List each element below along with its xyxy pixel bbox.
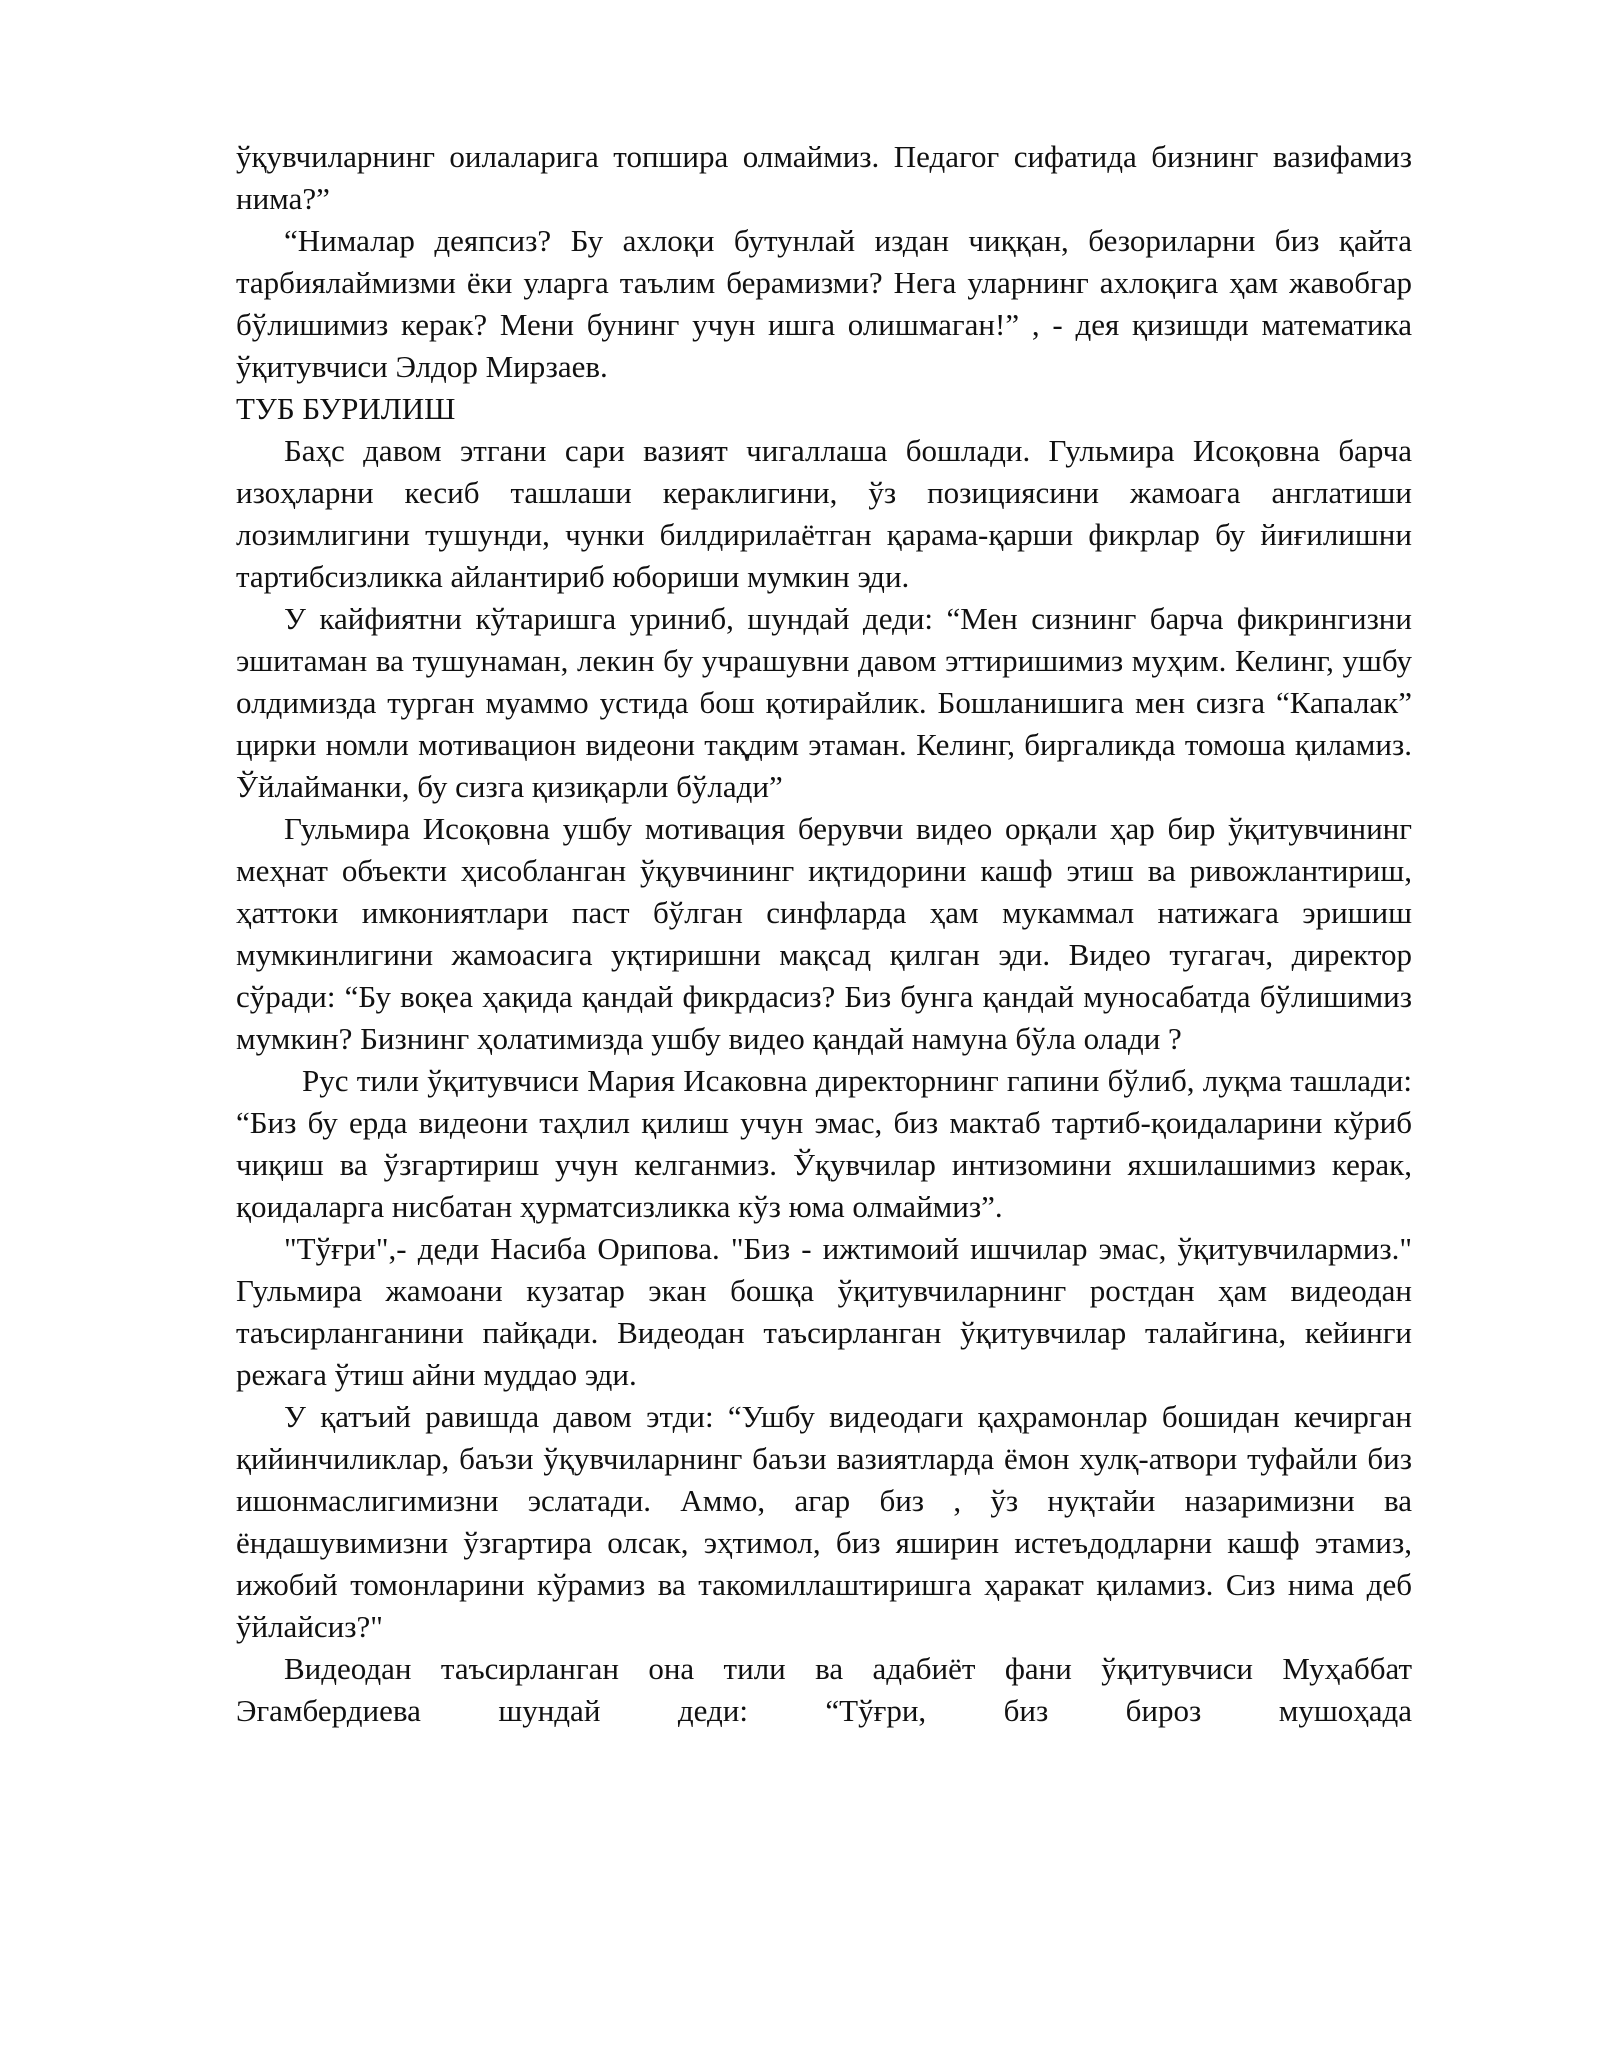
- document-page: [236, 136, 1412, 1732]
- section-heading: ТУБ БУРИЛИШ: [236, 391, 456, 426]
- paragraph-math-teacher-quote: “Нималар деяпсиз? Бу ахлоқи бутунлай издан чиққан, безориларни биз қайта тарбиялаймизми ёки уларга таълим берамизми? Нега уларнинг ахлоқига ҳам жавобгар бўлишимиз керак? Мени бунинг учун ишга олишмаган!” , - дея қизишди математика ўқитувчиси Элдор Мирзаев.: [236, 223, 1412, 384]
- paragraph-russian-teacher: Рус тили ўқитувчиси Мария Исаковна директорнинг гапини бўлиб, луқма ташлади: “Биз бу ерда видеони таҳлил қилиш учун эмас, биз мактаб тартиб-қоидаларини кўриб чиқиш ва ўзгартириш учун келганмиз. Ўқувчилар интизомини яхшилашимиз керак, қоидаларга нисбатан ҳурматсизликка кўз юма олмаймиз”.: [236, 1063, 1412, 1224]
- paragraph-video-proposal: У кайфиятни кўтаришга уриниб, шундай деди: “Мен сизнинг барча фикрингизни эшитаман ва тушунаман, лекин бу учрашувни давом эттиришимиз муҳим. Келинг, ушбу олдимизда турган муаммо устида бош қотирайлик. Бошланишига мен сизга “Капалак” цирки номли мотивацион видеони тақдим этаман. Келинг, биргаликда томоша қиламиз. Ўйлайманки, бу сизга қизиқарли бўлади”: [236, 601, 1412, 804]
- paragraph-motivation-goal: Гульмира Исоқовна ушбу мотивация берувчи видео орқали ҳар бир ўқитувчининг меҳнат объекти ҳисобланган ўқувчининг иқтидорини кашф этиш ва ривожлантириш, ҳаттоки имкониятлари паст бўлган синфларда ҳам мукаммал натижага эришиш мумкинлигини жамоасига уқтиришни мақсад қилган эди. Видео тугагач, директор сўради: “Бу воқеа ҳақида қандай фикрдасиз? Биз бунга қандай муносабатда бўлишимиз мумкин? Бизнинг ҳолатимизда ушбу видео қандай намуна бўла олади ?: [236, 811, 1412, 1056]
- paragraph-nasiba: "Тўғри",- деди Насиба Орипова. "Биз - ижтимоий ишчилар эмас, ўқитувчилармиз." Гульмира жамоани кузатар экан бошқа ўқитувчиларнинг ростдан ҳам видеодан таъсирланганини пайқади. Видеодан таъсирланган ўқитувчилар талайгина, кейинги режага ўтиш айни муддао эди.: [236, 1231, 1412, 1392]
- paragraph-firm-continuation: У қатъий равишда давом этди: “Ушбу видеодаги қаҳрамонлар бошидан кечирган қийинчиликлар, баъзи ўқувчиларнинг баъзи вазиятларда ёмон хулқ-атвори туфайли биз ишонмаслигимизни эслатади. Аммо, агар биз , ўз нуқтайи назаримизни ва ёндашувимизни ўзгартира олсак, эҳтимол, биз яширин истеъдодларни кашф этамиз, ижобий томонларини кўрамиз ва такомиллаштиришга ҳаракат қиламиз. Сиз нима деб ўйлайсиз?": [236, 1399, 1412, 1644]
- paragraph-debate: Баҳс давом этгани сари вазият чигаллаша бошлади. Гульмира Исоқовна барча изоҳларни кесиб ташлаши кераклигини, ўз позициясини жамоага англатиши лозимлигини тушунди, чунки билдирилаётган қарама-қарши фикрлар бу йиғилишни тартибсизликка айлантириб юбориши мумкин эди.: [236, 433, 1412, 594]
- paragraph-continuation: ўқувчиларнинг оилаларига топшира олмаймиз. Педагог сифатида бизнинг вазифамиз нима?”: [236, 139, 1412, 216]
- paragraph-mother-tongue-teacher: Видеодан таъсирланган она тили ва адабиёт фани ўқитувчиси Муҳаббат Эгамбердиева шундай деди: “Тўғри, биз бироз мушоҳада: [236, 1651, 1412, 1728]
